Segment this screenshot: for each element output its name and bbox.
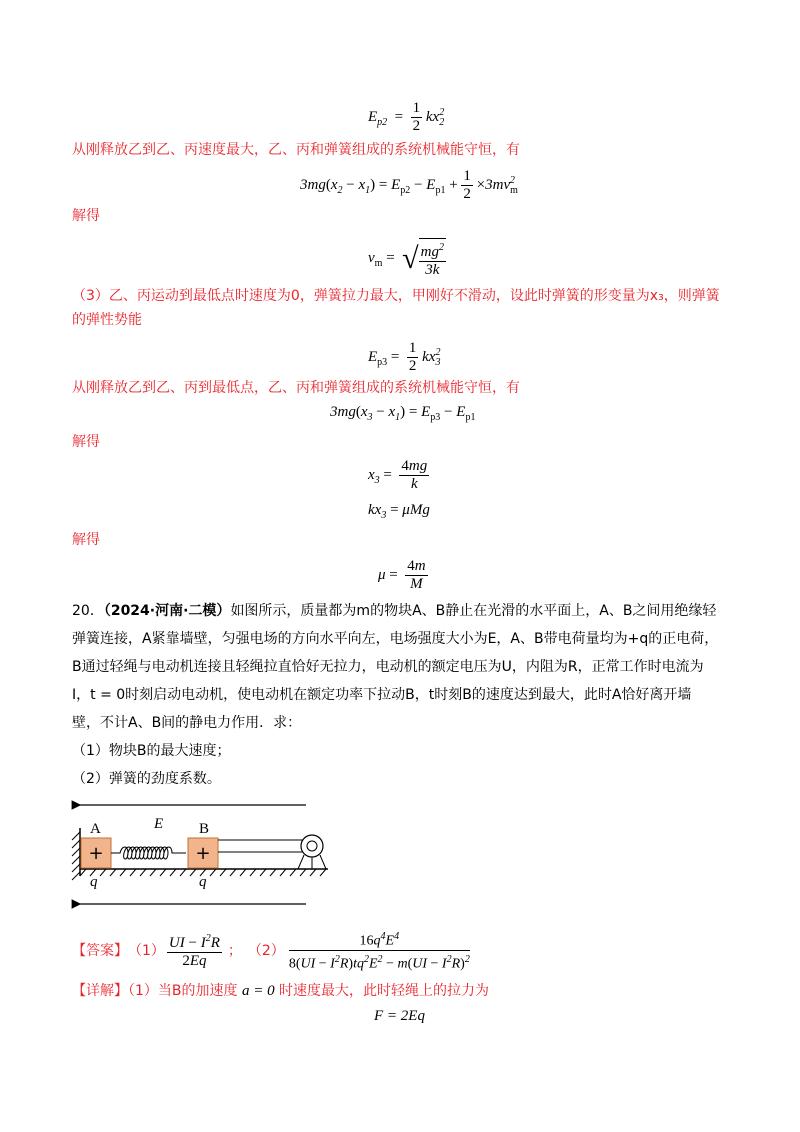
jiede-label-3: 解得 bbox=[72, 532, 100, 548]
question-line-5: 壁，不计A、B间的静电力作用．求： bbox=[72, 715, 302, 731]
question-line-4: I，t = 0时刻启动电动机，使电动机在额定功率下拉动B，t时刻B的速度达到最大，此时A恰好离开墙 bbox=[72, 687, 692, 703]
answer-2-fraction: $\frac{16q^4E^4}{8(UI - I^2R)tq^2E^2 - m(UI - I^2R)^2}$ bbox=[289, 928, 470, 972]
answer-part-2: （2） bbox=[247, 943, 285, 959]
part3-line1: （3）乙、丙运动到最低点时速度为0，弹簧拉力最大，甲刚好不滑动，设此时弹簧的形变量为x₃，则弹簧 bbox=[72, 288, 720, 304]
detail-text-b: 时速度最大，此时轻绳上的拉力为 bbox=[279, 983, 490, 999]
answer-1-fraction: $\frac{UI - I^2R}{2Eq}$ bbox=[167, 930, 222, 970]
question-line-2: 弹簧连接，A紧靠墙壁，匀强电场的方向水平向左，电场强度大小为E，A、B带电荷量均为+q的正电荷， bbox=[72, 631, 719, 647]
detail-a-eq: a = 0 bbox=[241, 983, 275, 999]
equation-mu: μ = $\frac{4m}{M}$ bbox=[378, 558, 426, 592]
spring bbox=[111, 847, 186, 859]
question-20 bbox=[72, 597, 732, 793]
part3-line2: 的弹性势能 bbox=[72, 312, 142, 328]
answer-tag: 【答案】 bbox=[72, 943, 128, 959]
jiede-label-1: 解得 bbox=[72, 208, 100, 224]
answer-separator: ； bbox=[227, 943, 242, 959]
question-source: （2024·河南·二模） bbox=[103, 603, 231, 619]
question-number: 20． bbox=[72, 603, 104, 619]
detail-text-a: （1）当B的加速度 bbox=[128, 983, 238, 999]
answer-line bbox=[72, 928, 470, 972]
answer-part-1: （1） bbox=[128, 943, 165, 959]
label-b: B bbox=[199, 821, 210, 837]
solution-text-1: 从刚释放乙到乙、丙速度最大，乙、丙和弹簧组成的系统机械能守恒，有 bbox=[72, 142, 520, 158]
equation-ep2: $E_{p2}$ = $\frac{1}{2}$ $kx_2^2$ bbox=[368, 100, 445, 134]
equation-vm: $v_m$ = √ $\frac{mg^2}{3k}$ bbox=[368, 238, 446, 279]
equation-kx3: $kx_3 = \mu Mg$ bbox=[368, 502, 430, 521]
detail-tag: 【详解】 bbox=[72, 983, 128, 999]
solution-text-2: 从刚释放乙到乙、丙到最低点，乙、丙和弹簧组成的系统机械能守恒，有 bbox=[72, 380, 520, 396]
charge-a: q bbox=[90, 874, 98, 890]
equation-ep3: $E_{p3}$ = $\frac{1}{2}$ $kx_3^2$ bbox=[368, 340, 441, 374]
question-text-1: 如图所示，质量都为m的物块A、B静止在光滑的水平面上，A、B之间用绝缘轻 bbox=[230, 603, 717, 619]
label-e: E bbox=[154, 816, 164, 832]
sub-question-2: （2）弹簧的劲度系数。 bbox=[72, 771, 221, 787]
detail-line bbox=[72, 981, 489, 1001]
sub-question-1: （1）物块B的最大速度； bbox=[72, 743, 231, 759]
block-a-plus: + bbox=[88, 843, 104, 864]
label-a: A bbox=[90, 821, 101, 837]
charge-b: q bbox=[199, 874, 207, 890]
question-line-3: B通过轻绳与电动机连接且轻绳拉直恰好无拉力，电动机的额定电压为U，内阻为R，正常工作时电流为 bbox=[72, 659, 704, 675]
equation-f: F = 2Eq bbox=[374, 1008, 425, 1024]
physics-figure bbox=[66, 800, 346, 912]
equation-x3: $x_3$ = $\frac{4mg}{k}$ bbox=[368, 458, 428, 492]
equation-energy-1: $3mg(x_2 - x_1) = E_{p2} - E_{p1}$ + $\frac{1}{2}$ $\times 3mv_m^2$ bbox=[300, 168, 518, 202]
question-line-1 bbox=[72, 597, 732, 625]
equation-energy-2: $3mg(x_3 - x_1) = E_{p3} - E_{p1}$ bbox=[330, 404, 476, 423]
motor-axle bbox=[307, 841, 317, 851]
jiede-label-2: 解得 bbox=[72, 434, 100, 450]
block-b-plus: + bbox=[195, 843, 211, 864]
